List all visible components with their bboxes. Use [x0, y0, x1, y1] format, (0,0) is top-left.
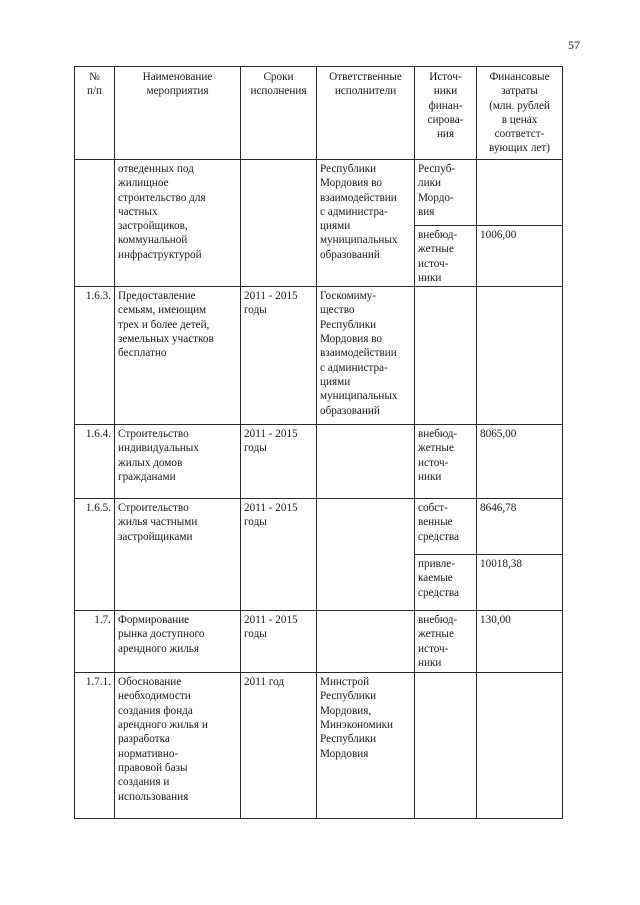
cell-financial-cost: 130,00	[477, 611, 563, 673]
cell-number: 1.7.1.	[75, 673, 115, 819]
table-row	[75, 499, 563, 555]
cell-executors: Минстрой Республики Мордовия, Минэкономики Республики Мордовия	[317, 673, 415, 819]
cell-terms	[241, 160, 317, 287]
header-measure-name: Наименование мероприятия	[115, 67, 241, 160]
table-row	[75, 673, 563, 819]
cell-measure-name: Формирование рынка доступного арендного жилья	[115, 611, 241, 673]
cell-financial-cost: 1006,00	[477, 226, 563, 287]
cell-measure-name: Строительство жилья частными застройщиками	[115, 499, 241, 611]
cell-funding-source	[415, 673, 477, 819]
header-executors: Ответственные исполнители	[317, 67, 415, 160]
measures-table	[74, 66, 563, 819]
cell-number: 1.6.5.	[75, 499, 115, 611]
table-row	[75, 287, 563, 425]
cell-executors: Республики Мордовия во взаимодействии с администра- циями муниципальных образований	[317, 160, 415, 287]
cell-funding-source: Респуб- лики Мордо- вия	[415, 160, 477, 226]
cell-number: 1.7.	[75, 611, 115, 673]
cell-terms: 2011 - 2015 годы	[241, 611, 317, 673]
cell-number: 1.6.3.	[75, 287, 115, 425]
header-funding-sources: Источ- ники финан- сирова- ния	[415, 67, 477, 160]
cell-financial-cost: 8065,00	[477, 425, 563, 499]
cell-number: 1.6.4.	[75, 425, 115, 499]
cell-executors	[317, 425, 415, 499]
cell-funding-source: внебюд- жетные источ- ники	[415, 425, 477, 499]
table-header-row	[75, 67, 563, 160]
cell-funding-source: внебюд- жетные источ- ники	[415, 226, 477, 287]
cell-financial-cost	[477, 673, 563, 819]
cell-terms: 2011 - 2015 годы	[241, 499, 317, 611]
table-row	[75, 160, 563, 226]
cell-financial-cost	[477, 160, 563, 226]
cell-terms: 2011 - 2015 годы	[241, 425, 317, 499]
table-row	[75, 425, 563, 499]
header-terms: Сроки исполнения	[241, 67, 317, 160]
cell-measure-name: Строительство индивидуальных жилых домов гражданами	[115, 425, 241, 499]
cell-number	[75, 160, 115, 287]
header-number: № п/п	[75, 67, 115, 160]
cell-executors	[317, 611, 415, 673]
cell-financial-cost: 10018,38	[477, 555, 563, 611]
header-financial-costs: Финансовые затраты (млн. рублей в ценах соответст- вующих лет)	[477, 67, 563, 160]
cell-executors: Госкомиму- щество Республики Мордовия во взаимодействии с администра- циями муниципальных образований	[317, 287, 415, 425]
cell-financial-cost	[477, 287, 563, 425]
cell-measure-name: отведенных под жилищное строительство для частных застройщиков, коммунальной инфраструктурой	[115, 160, 241, 287]
cell-executors	[317, 499, 415, 611]
page-number: 57	[568, 38, 580, 52]
table-row	[75, 611, 563, 673]
cell-funding-source: привле- каемые средства	[415, 555, 477, 611]
cell-terms: 2011 - 2015 годы	[241, 287, 317, 425]
cell-terms: 2011 год	[241, 673, 317, 819]
cell-measure-name: Обоснование необходимости создания фонда арендного жилья и разработка нормативно- правовой базы создания и использования	[115, 673, 241, 819]
cell-funding-source: внебюд- жетные источ- ники	[415, 611, 477, 673]
cell-funding-source: собст- венные средства	[415, 499, 477, 555]
cell-financial-cost: 8646,78	[477, 499, 563, 555]
cell-funding-source	[415, 287, 477, 425]
cell-measure-name: Предоставление семьям, имеющим трех и более детей, земельных участков бесплатно	[115, 287, 241, 425]
